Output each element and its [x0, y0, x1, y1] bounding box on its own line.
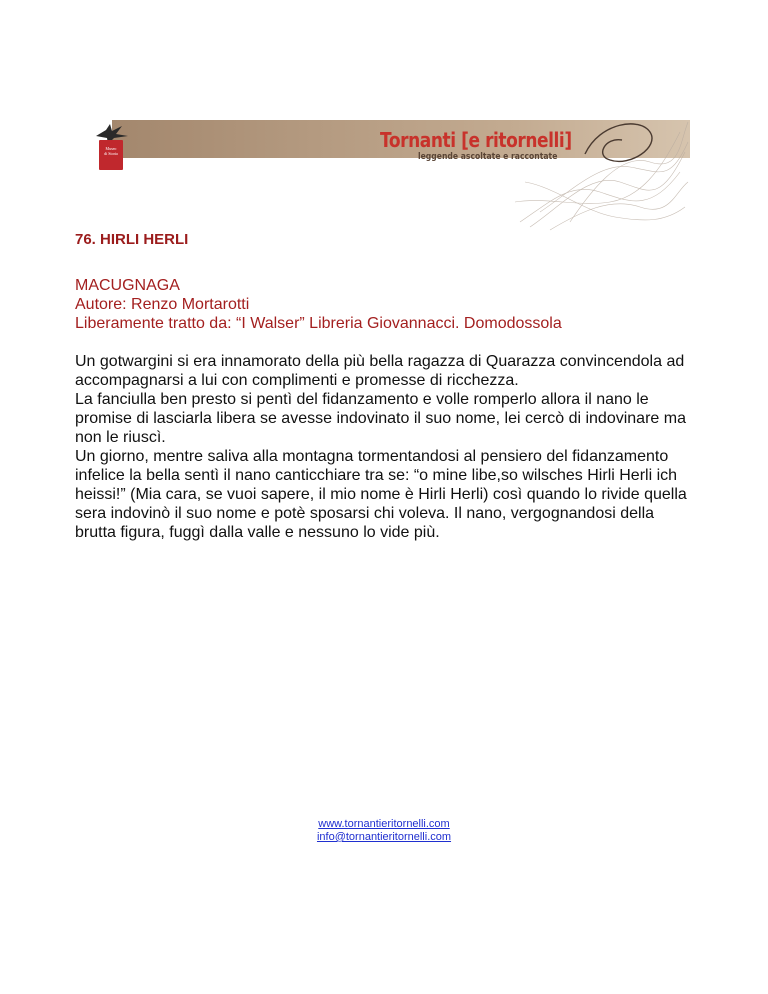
story-body — [75, 352, 695, 542]
story-paragraph: La fanciulla ben presto si pentì del fidanzamento e volle romperlo allora il nano le promise di lasciarla libera se avesse indovinato il suo nome, lei cercò di indovinare ma non le riuscì. — [75, 391, 686, 446]
story-paragraph: Un gotwargini si era innamorato della più bella ragazza di Quarazza convincendola ad accompagnarsi a lui con complimenti e promesse di ricchezza. — [75, 353, 685, 389]
brand-subtitle: leggende ascoltate e raccontate — [418, 152, 558, 162]
website-link[interactable]: www.tornantieritornelli.com — [318, 818, 450, 830]
story-title: 76. HIRLI HERLI — [75, 231, 189, 248]
brand-title: Tornanti [e ritornelli] — [380, 128, 572, 152]
story-meta — [75, 276, 562, 333]
story-location: MACUGNAGA — [75, 277, 180, 294]
story-source: Liberamente tratto da: “I Walser” Libreria Giovannacci. Domodossola — [75, 315, 562, 332]
book-logo-icon: Museo di Storia — [99, 140, 123, 170]
email-link[interactable]: info@tornantieritornelli.com — [316, 831, 452, 843]
header-banner — [90, 112, 690, 232]
footer — [0, 818, 768, 844]
story-paragraph: Un giorno, mentre saliva alla montagna tormentandosi al pensiero del fidanzamento infelice la bella sentì il nano canticchiare tra se: “o mine libe,so wilsches Hirli Herli ich heissi!” (Mia cara, se vuoi sapere, il mio nome è Hirli Herli) così quando lo rivide quella sera indovinò il suo nome e potè sposarsi chi voleva. Il nano, vergognandosi della brutta figura, fuggì dalla valle e nessuno lo vide più. — [75, 448, 687, 541]
story-author: Autore: Renzo Mortarotti — [75, 296, 250, 313]
